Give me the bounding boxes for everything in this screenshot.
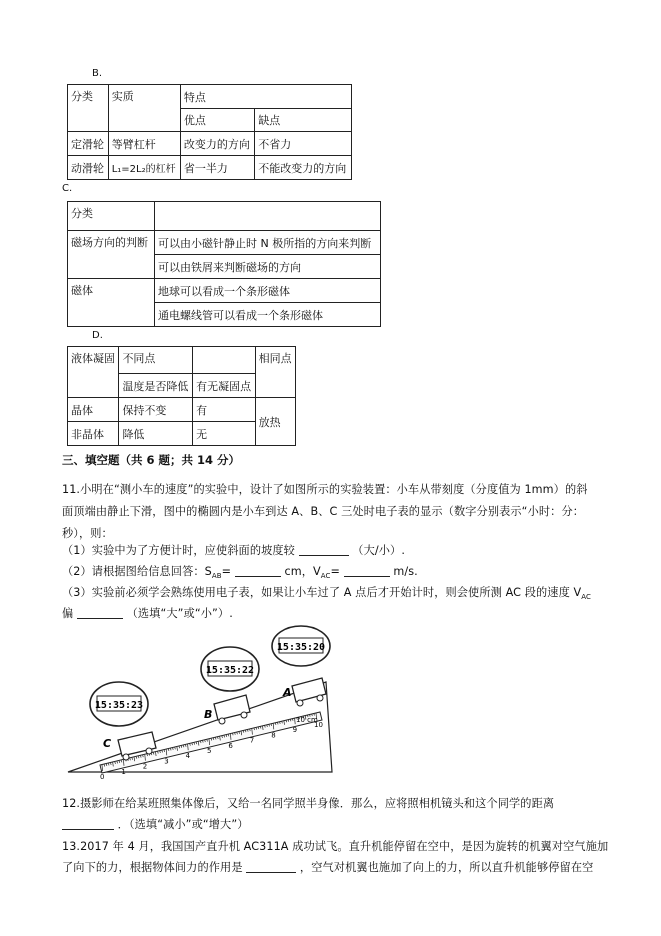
table-cell: 可以由铁屑来判断磁场的方向	[155, 255, 381, 279]
option-c-label: C.	[62, 183, 73, 194]
ruler-tick-label: 4	[185, 752, 191, 761]
section-heading: 三、填空题（共 6 题；共 14 分）	[62, 453, 241, 467]
table-row	[68, 156, 352, 180]
q11-sub1-text: （1）实验中为了方便计时，应使斜面的坡度较	[62, 544, 295, 557]
unit-label: 10 cm	[296, 716, 318, 724]
table-cell: 晶体	[68, 398, 119, 422]
table-cell: 有无凝固点	[193, 374, 256, 398]
table-cell: 改变力的方向	[180, 132, 254, 156]
table-cell: 缺点	[255, 109, 352, 132]
table-cell: L₁=2L₂的杠杆	[108, 156, 180, 180]
table-cell: 等臂杠杆	[108, 132, 180, 156]
incline-figure	[64, 624, 339, 781]
q12-tail: ．（选填“减小”或“增大”）	[117, 818, 249, 831]
option-b-table	[67, 84, 352, 180]
point-c-label: C	[103, 737, 112, 750]
table-cell: 液体凝固	[68, 347, 119, 398]
table-cell: 不同点	[119, 347, 193, 374]
table-cell: 温度是否降低	[119, 374, 193, 398]
table-cell: 降低	[119, 422, 193, 446]
answer-blank[interactable]	[62, 817, 114, 830]
table-cell	[193, 347, 256, 374]
subscript: AC	[581, 593, 592, 602]
subscript: AC	[320, 572, 331, 581]
answer-blank[interactable]	[246, 860, 296, 873]
ruler-tick-label: 6	[228, 741, 233, 750]
clock-c-time: 15:35:23	[94, 700, 144, 711]
table-cell: 定滑轮	[68, 132, 109, 156]
q11-sub3-text: （3）实验前必须学会熟练使用电子表，如果让小车过了 A 点后才开始计时，则会使所测 AC 段的速度 V	[62, 586, 582, 599]
q12-line2	[62, 816, 249, 832]
table-cell: 分类	[68, 202, 155, 231]
table-cell: 地球可以看成一个条形磁体	[155, 279, 381, 303]
q11-sub1-tail: （大/小）.	[352, 544, 405, 557]
ruler-tick-label: 9	[292, 726, 298, 735]
answer-blank[interactable]	[77, 606, 123, 619]
q11-sub2-text: （2）请根据图给信息回答：S	[62, 565, 212, 578]
answer-blank[interactable]	[299, 543, 349, 556]
table-cell: 保持不变	[119, 398, 193, 422]
table-row	[68, 279, 381, 303]
q11-sub3-line1	[62, 584, 591, 601]
table-row	[68, 398, 296, 422]
unit-text: cm，V	[284, 565, 321, 578]
ruler-tick-label: 3	[164, 757, 169, 766]
q13-tail: ，空气对机翼也施加了向上的力，所以直升机能够停留在空	[299, 861, 594, 874]
table-cell: 省一半力	[180, 156, 254, 180]
equals: =	[330, 565, 341, 578]
option-d-table	[67, 346, 296, 446]
q11-line2: 面顶端由静止下滑，图中的椭圆内是小车到达 A、B、C 三处时电子表的显示（数字分别表示“小时：分：	[62, 505, 585, 518]
table-cell: 实质	[108, 85, 180, 132]
table-cell: 无	[193, 422, 256, 446]
table-cell: 特点	[180, 85, 351, 109]
ruler-tick-label: 7	[249, 736, 255, 745]
q11-sub3-text2: 偏	[62, 607, 74, 620]
table-row	[68, 231, 381, 255]
q11-sub2	[62, 563, 418, 580]
table-cell: 非晶体	[68, 422, 119, 446]
table-cell: 磁场方向的判断	[68, 231, 155, 279]
table-cell: 通电螺线管可以看成一个条形磁体	[155, 303, 381, 327]
q11-sub3-line2	[62, 605, 233, 621]
q11-sub3-tail: （选填“大”或“小”）.	[126, 607, 233, 620]
answer-blank[interactable]	[344, 564, 390, 577]
q11-line3: 秒），则：	[62, 527, 113, 540]
ruler-tick-label: 0	[100, 773, 105, 781]
table-cell: 放热	[255, 398, 295, 446]
option-b-label: B.	[92, 68, 103, 79]
ruler-tick-label: 8	[271, 731, 276, 740]
ruler-tick-label: 5	[207, 747, 212, 755]
clock-a-time: 15:35:20	[276, 642, 326, 653]
answer-blank[interactable]	[235, 564, 281, 577]
table-cell: 分类	[68, 85, 109, 132]
table-cell: 有	[193, 398, 256, 422]
q13-line2	[62, 859, 593, 875]
table-cell	[155, 202, 381, 231]
option-c-table	[67, 201, 381, 327]
table-cell: 动滑轮	[68, 156, 109, 180]
table-cell: 优点	[180, 109, 254, 132]
equals: =	[221, 565, 232, 578]
table-cell: 不能改变力的方向	[255, 156, 352, 180]
clock-b-time: 15:35:22	[205, 665, 255, 676]
q13-line1: 13.2017 年 4 月，我国国产直升机 AC311A 成功试飞。直升机能停留在空中，是因为旋转的机翼对空气施加	[62, 840, 609, 853]
q11-sub1	[62, 542, 405, 558]
ruler-tick-label: 1	[121, 767, 126, 776]
q11-line1: 11.小明在“测小车的速度”的实验中，设计了如图所示的实验装置：小车从带刻度（分度值为 1mm）的斜	[62, 483, 588, 496]
clock-b	[201, 647, 259, 691]
point-b-label: B	[204, 708, 213, 721]
q13-text: 了向下的力，根据物体间力的作用是	[62, 861, 243, 874]
table-cell: 可以由小磁针静止时 N 极所指的方向来判断	[155, 231, 381, 255]
subscript: AB	[211, 572, 222, 581]
ruler-tick-label: 2	[142, 762, 148, 771]
point-a-label: A	[283, 686, 292, 699]
option-d-label: D.	[92, 330, 103, 341]
unit-text: m/s.	[393, 565, 418, 578]
table-cell: 磁体	[68, 279, 155, 327]
table-cell: 不省力	[255, 132, 352, 156]
ruler-tick-label: 10	[314, 721, 323, 729]
table-row	[68, 132, 352, 156]
clock-c	[90, 682, 148, 726]
q12-line1: 12.摄影师在给某班照集体像后，又给一名同学照半身像．那么，应将照相机镜头和这个同学的距离	[62, 797, 555, 810]
table-cell: 相同点	[255, 347, 295, 398]
clock-a	[272, 626, 330, 666]
